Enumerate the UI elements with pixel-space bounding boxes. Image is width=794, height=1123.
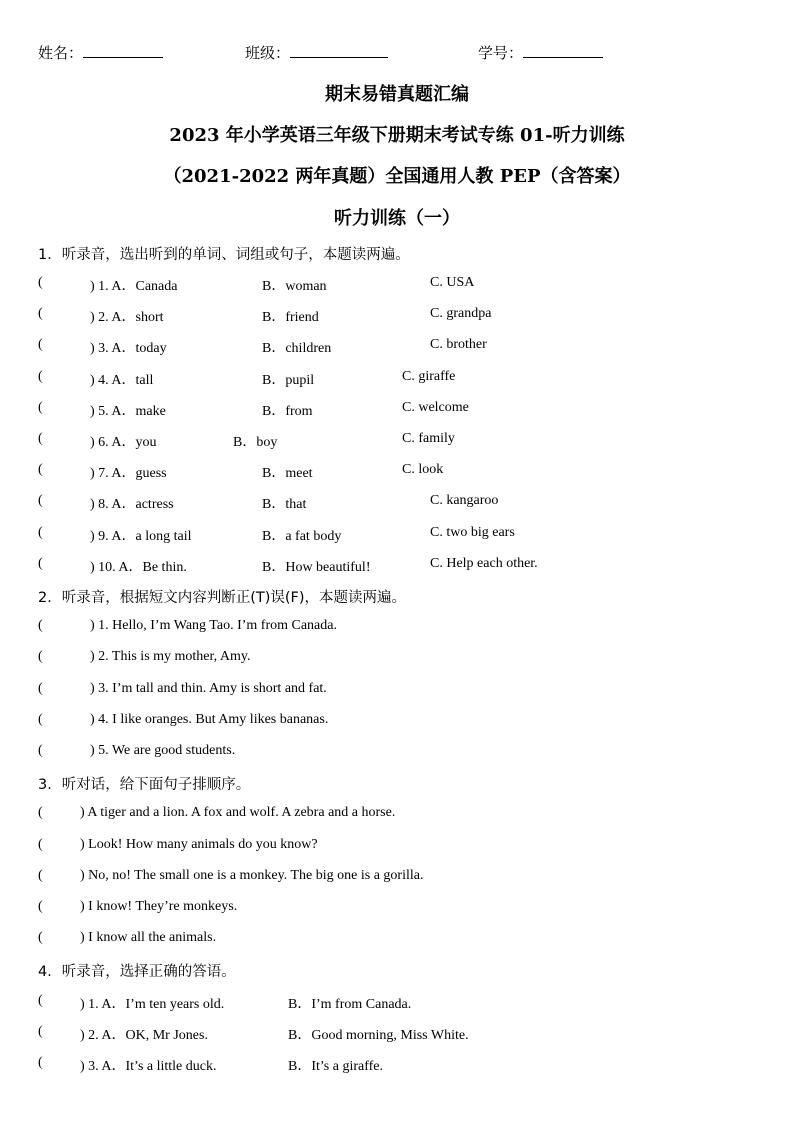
answer-paren[interactable]: ( <box>38 743 43 758</box>
option-b: B．boy <box>233 435 278 450</box>
option-c: C. family <box>402 431 455 446</box>
statement-text: ) 2. This is my mother, Amy. <box>90 649 251 664</box>
option-c: C. kangaroo <box>430 493 499 508</box>
option-b: B．friend <box>262 310 319 325</box>
title-line-2: 2023 年小学英语三年级下册期末考试专练 01-听力训练 <box>169 125 625 146</box>
answer-paren[interactable]: ( <box>38 681 43 696</box>
answer-paren[interactable]: ( <box>38 337 43 352</box>
section-3-item <box>38 868 778 888</box>
section-1-heading: 1．听录音，选出听到的单词、词组或句子，本题读两遍。 <box>38 247 410 263</box>
section-2-item <box>38 618 778 638</box>
sentence-text: ) No, no! The small one is a monkey. The big one is a gorilla. <box>80 868 424 883</box>
option-b: B．from <box>262 404 313 419</box>
answer-paren[interactable]: ( <box>38 556 43 571</box>
option-b: B．meet <box>262 466 313 481</box>
answer-paren[interactable]: ( <box>38 993 43 1008</box>
answer-paren[interactable]: ( <box>38 805 43 820</box>
answer-paren[interactable]: ( <box>38 649 43 664</box>
name-blank[interactable] <box>83 43 163 58</box>
section-3-item <box>38 899 778 919</box>
option-b: B．woman <box>262 279 327 294</box>
option-b: B．I’m from Canada. <box>288 997 412 1012</box>
option-a: ) 2. A．OK, Mr Jones. <box>80 1028 208 1043</box>
option-a: ) 2. A．short <box>90 310 164 325</box>
section-1-item <box>38 493 778 513</box>
answer-paren[interactable]: ( <box>38 275 43 290</box>
option-c: C. look <box>402 462 444 477</box>
option-b: B．pupil <box>262 373 315 388</box>
sentence-text: ) Look! How many animals do you know? <box>80 837 318 852</box>
class-field[interactable] <box>245 42 388 63</box>
option-c: C. Help each other. <box>430 556 538 571</box>
section-3-item <box>38 837 778 857</box>
answer-paren[interactable]: ( <box>38 369 43 384</box>
option-b: B．a fat body <box>262 529 342 544</box>
section-3-heading: 3．听对话，给下面句子排顺序。 <box>38 777 251 793</box>
section-3-item <box>38 930 778 950</box>
option-b: B．How beautiful! <box>262 560 371 575</box>
option-a: ) 7. A．guess <box>90 466 167 481</box>
section-2-item <box>38 743 778 763</box>
option-a: ) 5. A．make <box>90 404 166 419</box>
answer-paren[interactable]: ( <box>38 899 43 914</box>
option-b: B．Good morning, Miss White. <box>288 1028 469 1043</box>
answer-paren[interactable]: ( <box>38 431 43 446</box>
section-4-heading: 4．听录音，选择正确的答语。 <box>38 964 236 980</box>
option-b: B．It’s a giraffe. <box>288 1059 383 1074</box>
answer-paren[interactable]: ( <box>38 837 43 852</box>
section-1-item <box>38 400 778 420</box>
answer-paren[interactable]: ( <box>38 712 43 727</box>
section-2-heading: 2．听录音，根据短文内容判断正(T)误(F)，本题读两遍。 <box>38 590 407 606</box>
answer-paren[interactable]: ( <box>38 306 43 321</box>
section-1-item <box>38 462 778 482</box>
option-c: C. grandpa <box>430 306 492 321</box>
section-1-item <box>38 275 778 295</box>
option-a: ) 6. A．you <box>90 435 157 450</box>
section-1-item <box>38 306 778 326</box>
section-4-item <box>38 993 778 1013</box>
option-b: B．that <box>262 497 307 512</box>
sentence-text: ) I know! They’re monkeys. <box>80 899 238 914</box>
option-a: ) 1. A．Canada <box>90 279 178 294</box>
answer-paren[interactable]: ( <box>38 618 43 633</box>
section-2-item <box>38 649 778 669</box>
answer-paren[interactable]: ( <box>38 400 43 415</box>
answer-paren[interactable]: ( <box>38 868 43 883</box>
option-c: C. two big ears <box>430 525 515 540</box>
number-blank[interactable] <box>523 43 603 58</box>
option-c: C. giraffe <box>402 369 456 384</box>
answer-paren[interactable]: ( <box>38 462 43 477</box>
section-3-item <box>38 805 778 825</box>
option-a: ) 3. A．today <box>90 341 167 356</box>
section-4-item <box>38 1055 778 1075</box>
section-4-item <box>38 1024 778 1044</box>
option-c: C. USA <box>430 275 475 290</box>
option-b: B．children <box>262 341 332 356</box>
statement-text: ) 4. I like oranges. But Amy likes bananas. <box>90 712 329 727</box>
option-a: ) 9. A．a long tail <box>90 529 192 544</box>
section-1-item <box>38 431 778 451</box>
title-line-3: （2021-2022 两年真题）全国通用人教 PEP（含答案） <box>163 166 631 187</box>
answer-paren[interactable]: ( <box>38 1024 43 1039</box>
name-label: 姓名： <box>38 44 84 62</box>
sentence-text: ) A tiger and a lion. A fox and wolf. A zebra and a horse. <box>80 805 396 820</box>
statement-text: ) 1. Hello, I’m Wang Tao. I’m from Canada. <box>90 618 337 633</box>
title-line-1: 期末易错真题汇编 <box>325 84 469 105</box>
name-field[interactable] <box>38 42 163 63</box>
statement-text: ) 5. We are good students. <box>90 743 236 758</box>
answer-paren[interactable]: ( <box>38 1055 43 1070</box>
option-a: ) 8. A．actress <box>90 497 174 512</box>
answer-paren[interactable]: ( <box>38 493 43 508</box>
statement-text: ) 3. I’m tall and thin. Amy is short and fat. <box>90 681 327 696</box>
class-label: 班级： <box>245 44 291 62</box>
option-a: ) 3. A．It’s a little duck. <box>80 1059 217 1074</box>
option-a: ) 4. A．tall <box>90 373 154 388</box>
section-1-item <box>38 337 778 357</box>
section-1-item <box>38 556 778 576</box>
class-blank[interactable] <box>290 43 388 58</box>
section-2-item <box>38 681 778 701</box>
option-c: C. welcome <box>402 400 469 415</box>
option-a: ) 10. A．Be thin. <box>90 560 187 575</box>
answer-paren[interactable]: ( <box>38 525 43 540</box>
number-label: 学号： <box>478 44 524 62</box>
section-1-item <box>38 525 778 545</box>
sentence-text: ) I know all the animals. <box>80 930 217 945</box>
option-c: C. brother <box>430 337 487 352</box>
title-line-4: 听力训练（一） <box>334 208 460 229</box>
section-1-item <box>38 369 778 389</box>
option-a: ) 1. A．I’m ten years old. <box>80 997 225 1012</box>
answer-paren[interactable]: ( <box>38 930 43 945</box>
section-2-item <box>38 712 778 732</box>
number-field[interactable] <box>478 42 603 63</box>
